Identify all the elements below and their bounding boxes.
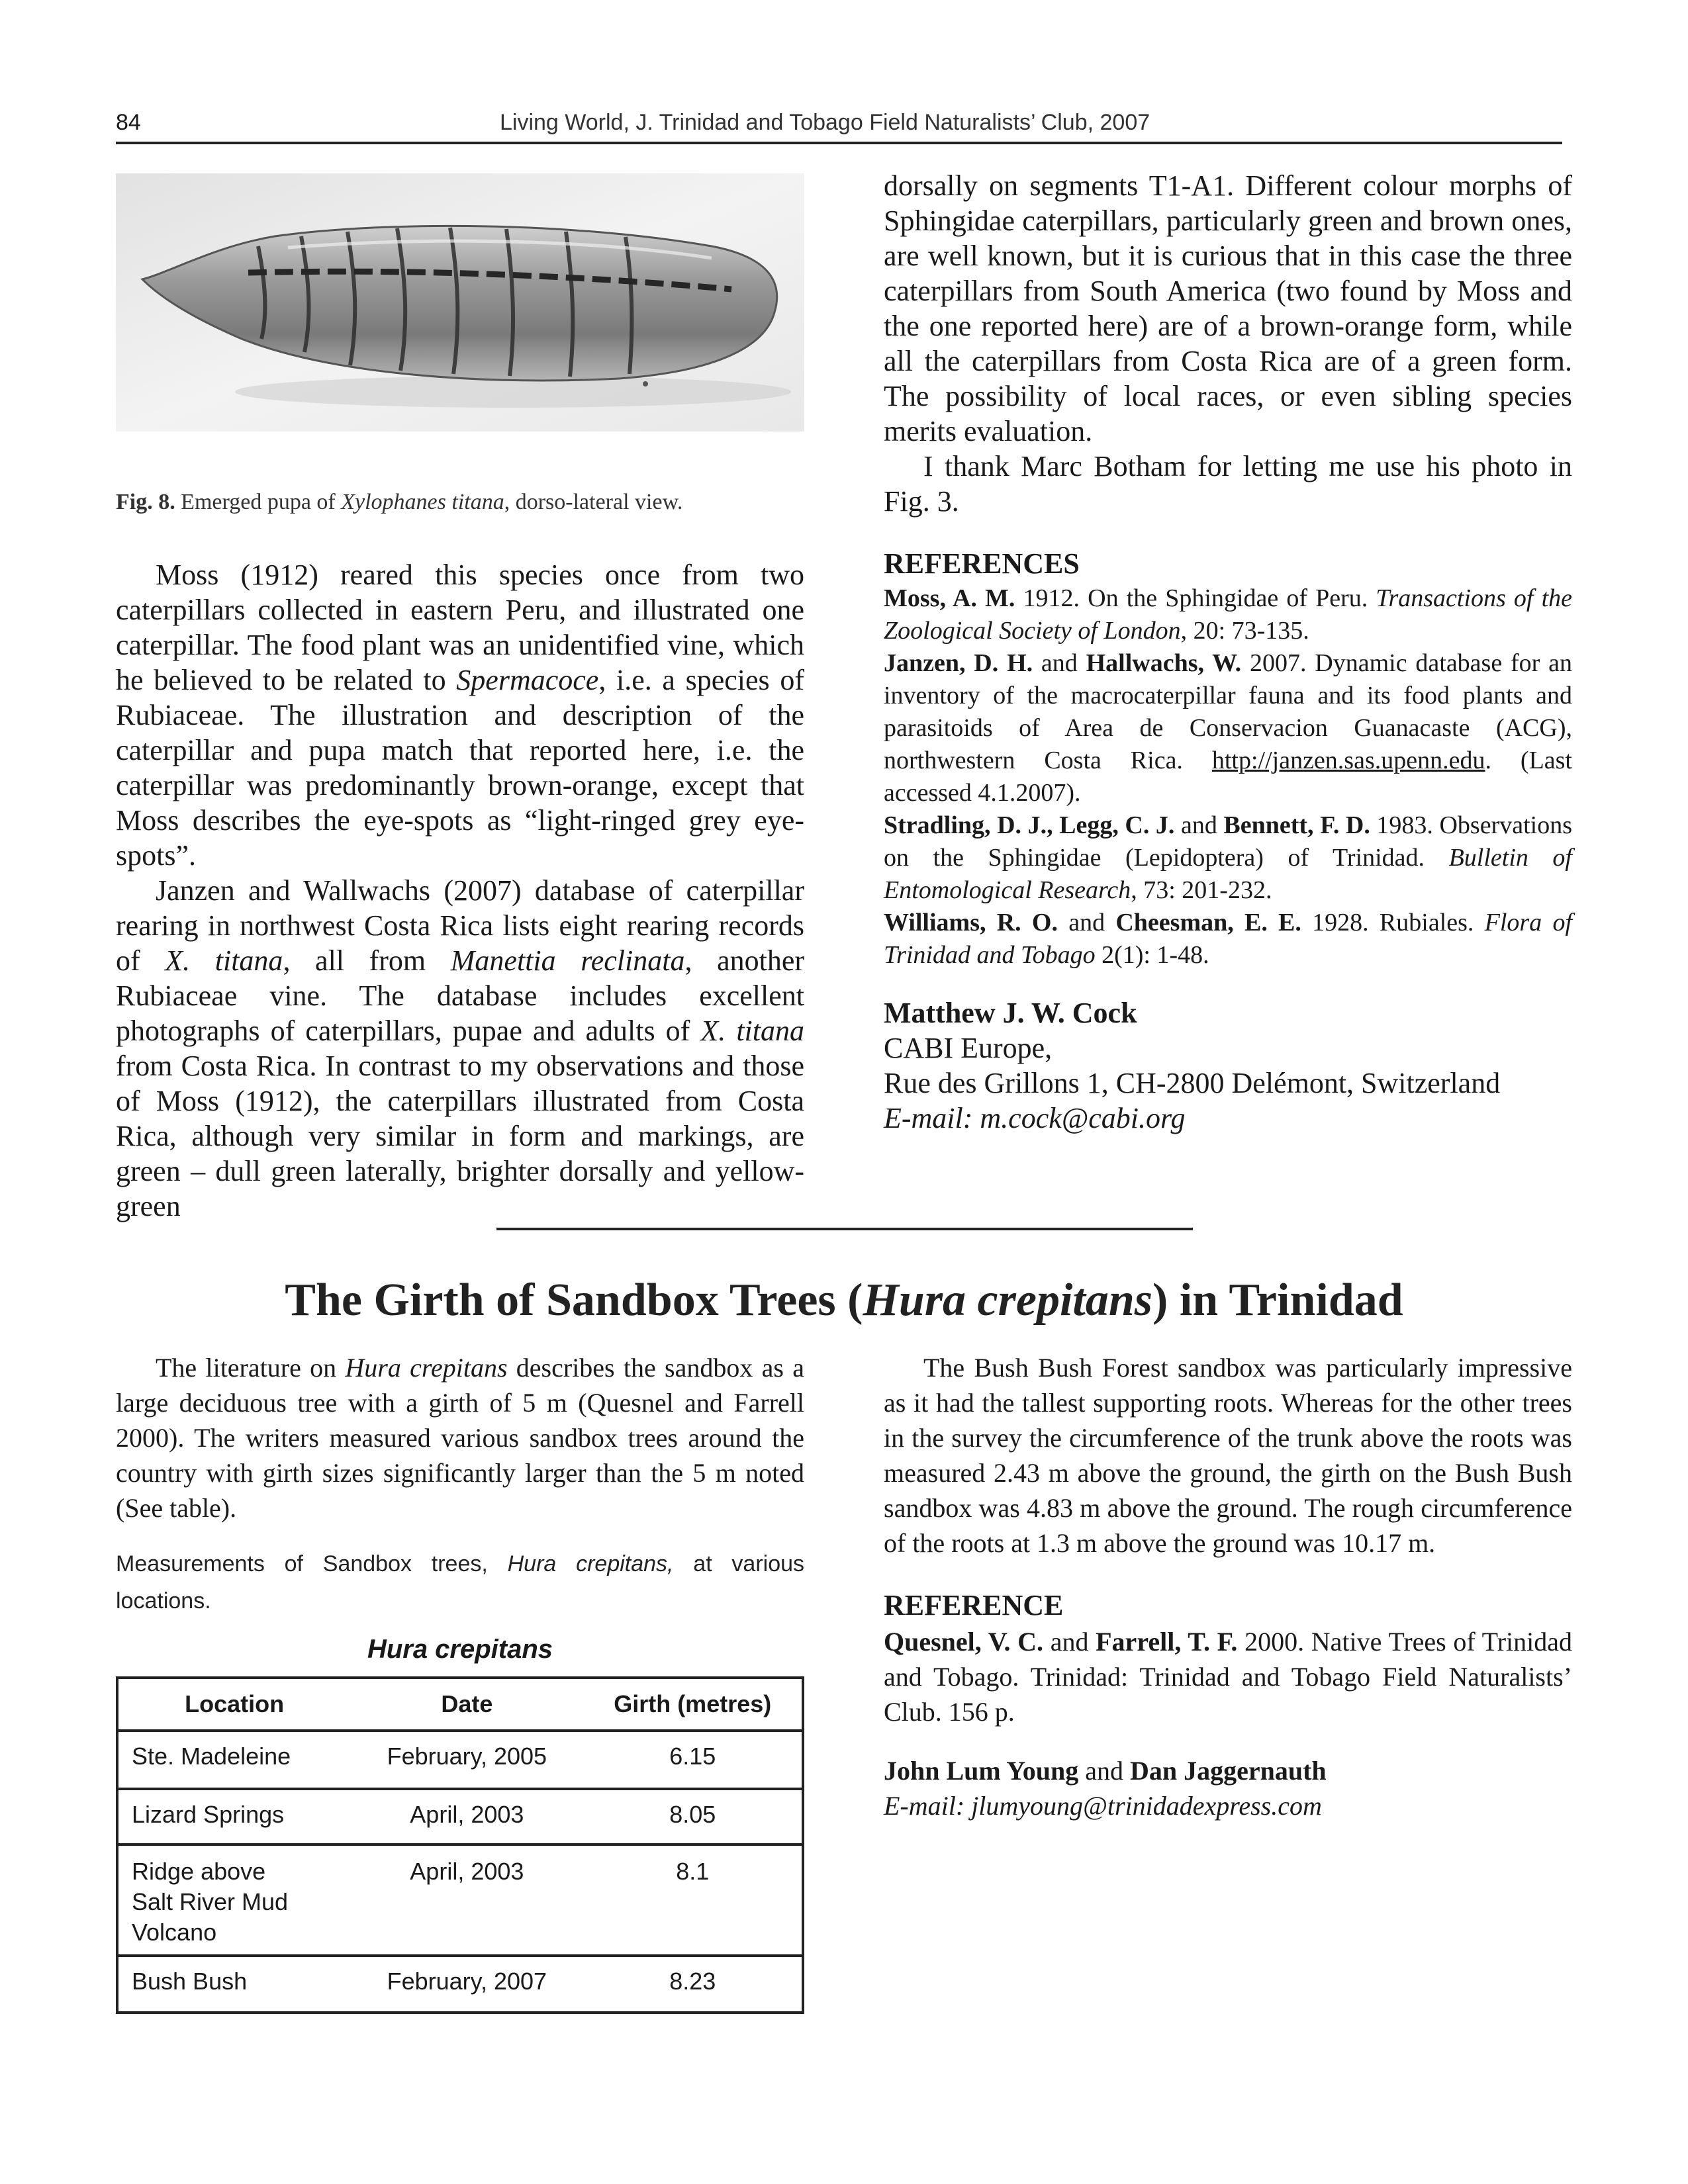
reference-heading: REFERENCE xyxy=(884,1589,1064,1621)
caption-text-post: , dorso-lateral view. xyxy=(504,490,683,514)
author-address: Rue des Grillons 1, CH-2800 Delémont, Switzerland xyxy=(884,1067,1501,1099)
author-name: Matthew J. W. Cock xyxy=(884,997,1137,1029)
cell-date: February, 2005 xyxy=(350,1731,583,1789)
article1-paragraph-1: Moss (1912) reared this species once from two caterpillars collected in eastern Peru, and illustrated one caterpillar. The food plant was an unidentified vine, which he believed to be related to Spermacoce, i.e. a species of Rubiaceae. The illustration and description of the caterpillar and pupa match that reported here, i.e. the caterpillar was predominantly brown-orange, except that Moss describes the eye-spots as “light-ringed grey eye-spots”. xyxy=(116,559,805,872)
cell-location: Bush Bush xyxy=(132,1968,248,1995)
reference-link[interactable]: http://janzen.sas.upenn.edu xyxy=(1211,747,1485,774)
article2-right-column xyxy=(884,1350,1572,1823)
reference-item: Stradling, D. J., Legg, C. J. and Bennett, F. D. 1983. Observations on the Sphingidae (Lepidoptera) of Trinidad. Bulletin of Entomological Research, 73: 201-232. xyxy=(884,811,1572,904)
table-header-row xyxy=(117,1678,803,1731)
pupa-photo xyxy=(116,173,804,432)
article1-left-column xyxy=(116,557,804,1224)
article1-paragraph-4: I thank Marc Botham for letting me use his photo in Fig. 3. xyxy=(884,450,1572,518)
measurements-table xyxy=(116,1676,804,2014)
article2-title: The Girth of Sandbox Trees (Hura crepitans) in Trinidad xyxy=(285,1275,1403,1326)
table-caption: Measurements of Sandbox trees, Hura crepitans, at various locations. xyxy=(116,1551,805,1614)
figure-label: Fig. 8. xyxy=(116,490,175,514)
cell-girth: 8.23 xyxy=(669,1968,716,1995)
reference-item: Janzen, D. H. and Hallwachs, W. 2007. Dynamic database for an inventory of the macrocaterpillar fauna and its food plants and parasitoids of Area de Conservacion Guanacaste (ACG), northwestern Costa Rica. http://janzen.sas.upenn.edu. (Last accessed 4.1.2007). xyxy=(884,649,1573,807)
table-row xyxy=(117,1956,803,2013)
article1-paragraph-3: dorsally on segments T1-A1. Different colour morphs of Sphingidae caterpillars, particularly green and brown ones, are well known, but it is curious that in this case the three caterpillars from South America (two found by Moss and the one reported here) are of a brown-orange form, while all the caterpillars from Costa Rica are of a green form. The possibility of local races, or even sibling species merits evaluation. xyxy=(884,169,1572,447)
column-header-location: Location xyxy=(117,1678,350,1731)
reference-item: Quesnel, V. C. and Farrell, T. F. 2000. Native Trees of Trinidad and Tobago. Trinidad: Trinidad and Tobago Field Naturalists’ Club. 156 p. xyxy=(884,1627,1573,1727)
table-title: Hura crepitans xyxy=(367,1635,553,1664)
table-row xyxy=(117,1844,803,1956)
page-number: 84 xyxy=(116,110,141,135)
author-email[interactable]: E-mail: m.cock@cabi.org xyxy=(884,1102,1186,1134)
references-heading: REFERENCES xyxy=(884,547,1080,580)
author-block xyxy=(884,995,1572,1136)
article-divider xyxy=(496,1228,1193,1230)
column-header-date: Date xyxy=(350,1678,583,1731)
cell-girth: 8.1 xyxy=(583,1844,803,1956)
cell-date: February, 2007 xyxy=(387,1968,547,1995)
figure-caption xyxy=(116,490,804,515)
article2-left-column xyxy=(116,1350,804,1525)
author-organization: CABI Europe, xyxy=(884,1032,1053,1064)
article2-paragraph-2: The Bush Bush Forest sandbox was particularly impressive as it had the tallest supporting roots. Whereas for the other trees in the survey the circumference of the trunk above the roots was measured 2.43 m above the ground, the girth on the Bush Bush sandbox was 4.83 m above the ground. The rough circumference of the roots at 1.3 m above the ground was 10.17 m. xyxy=(884,1353,1572,1558)
article2-authors: John Lum Young and Dan Jaggernauth xyxy=(884,1756,1327,1786)
article2-author-block xyxy=(884,1753,1572,1823)
cell-date: April, 2003 xyxy=(350,1844,583,1956)
caption-text-pre: Emerged pupa of xyxy=(181,490,342,514)
caption-species: Xylophanes titana xyxy=(341,490,504,514)
table-row xyxy=(117,1789,803,1844)
journal-title: Living World, J. Trinidad and Tobago Field Naturalists’ Club, 2007 xyxy=(500,110,1150,135)
cell-date: April, 2003 xyxy=(350,1789,583,1844)
running-head xyxy=(116,110,1562,144)
table-row xyxy=(117,1731,803,1789)
article1-paragraph-2: Janzen and Wallwachs (2007) database of caterpillar rearing in northwest Costa Rica lists eight rearing records of X. titana, all from Manettia reclinata, another Rubiaceae vine. The database includes excellent photographs of caterpillars, pupae and adults of X. titana from Costa Rica. In contrast to my observations and those of Moss (1912), the caterpillars illustrated from Costa Rica, although very similar in form and markings, are green – dull green laterally, brighter dorsally and yellow-green xyxy=(116,874,805,1222)
article1-right-column xyxy=(884,168,1572,1136)
cell-location: Ste. Madeleine xyxy=(117,1731,350,1789)
cell-girth: 6.15 xyxy=(583,1731,803,1789)
article2-paragraph-1: The literature on Hura crepitans describes the sandbox as a large deciduous tree with a girth of 5 m (Quesnel and Farrell 2000). The writers measured various sandbox trees around the country with girth sizes significantly larger than the 5 m noted (See table). xyxy=(116,1353,805,1523)
cell-girth: 8.05 xyxy=(583,1789,803,1844)
cell-location: Ridge above Salt River Mud Volcano xyxy=(117,1844,350,1956)
cell-location: Lizard Springs xyxy=(117,1789,350,1844)
article2-author-email[interactable]: E-mail: jlumyoung@trinidadexpress.com xyxy=(884,1791,1322,1821)
reference-item: Moss, A. M. 1912. On the Sphingidae of Peru. Transactions of the Zoological Society of London, 20: 73-135. xyxy=(884,584,1573,645)
column-header-girth: Girth (metres) xyxy=(583,1678,803,1731)
reference-item: Williams, R. O. and Cheesman, E. E. 1928. Rubiales. Flora of Trinidad and Tobago 2(1): 1-48. xyxy=(884,909,1572,969)
